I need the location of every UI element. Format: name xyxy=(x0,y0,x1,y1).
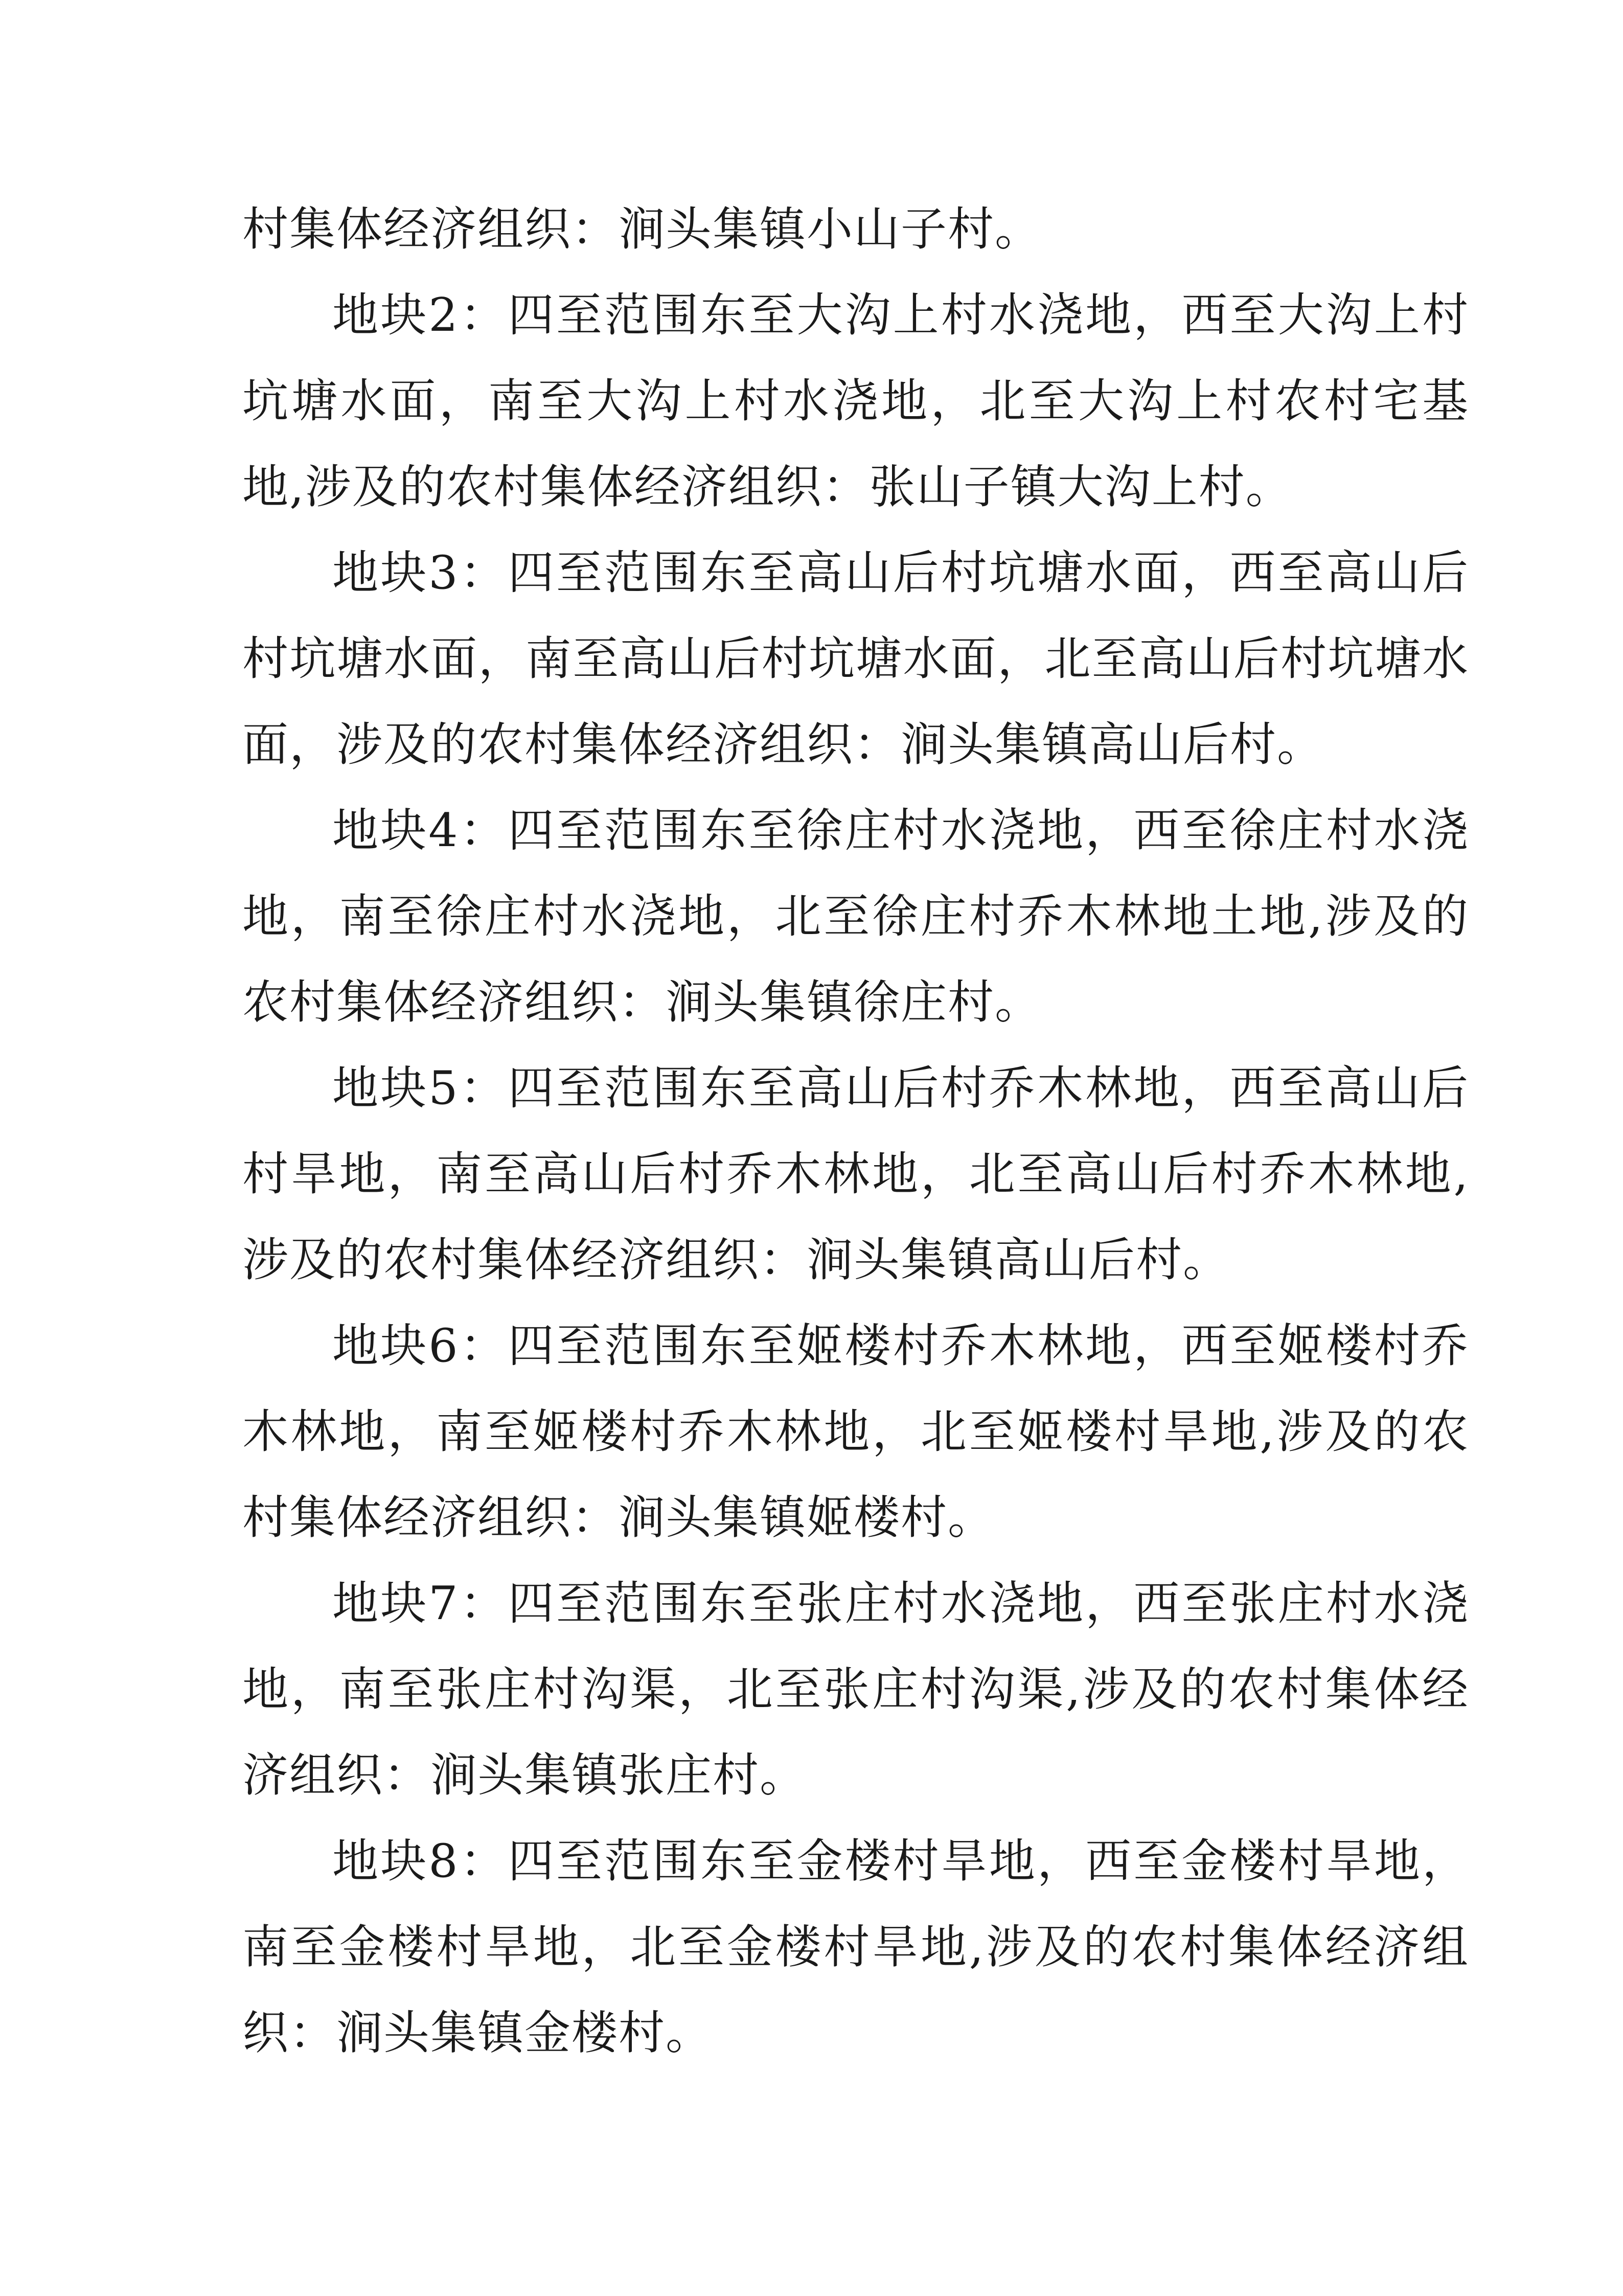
paragraph-parcel-8: 地块8：四至范围东至金楼村旱地，西至金楼村旱地，南至金楼村旱地，北至金楼村旱地,涉及的农村集体经济组织：涧头集镇金楼村。 xyxy=(242,1834,1469,2060)
document-body xyxy=(242,187,1469,2076)
paragraph-parcel-3: 地块3：四至范围东至高山后村坑塘水面，西至高山后村坑塘水面，南至高山后村坑塘水面，北至高山后村坑塘水面，涉及的农村集体经济组织：涧头集镇高山后村。 xyxy=(242,546,1469,771)
paragraph-parcel-6: 地块6：四至范围东至姬楼村乔木林地，西至姬楼村乔木林地，南至姬楼村乔木林地，北至姬楼村旱地,涉及的农村集体经济组织：涧头集镇姬楼村。 xyxy=(242,1319,1469,1544)
paragraph-parcel-2: 地块2：四至范围东至大沟上村水浇地，西至大沟上村坑塘水面，南至大沟上村水浇地，北至大沟上村农村宅基地,涉及的农村集体经济组织：张山子镇大沟上村。 xyxy=(242,288,1469,514)
paragraph-parcel-7: 地块7：四至范围东至张庄村水浇地，西至张庄村水浇地，南至张庄村沟渠，北至张庄村沟渠,涉及的农村集体经济组织：涧头集镇张庄村。 xyxy=(242,1577,1469,1802)
paragraph-parcel-5: 地块5：四至范围东至高山后村乔木林地，西至高山后村旱地，南至高山后村乔木林地，北至高山后村乔木林地,涉及的农村集体经济组织：涧头集镇高山后村。 xyxy=(242,1061,1469,1287)
paragraph-continuation: 村集体经济组织：涧头集镇小山子村。 xyxy=(242,202,1042,256)
paragraph-parcel-4: 地块4：四至范围东至徐庄村水浇地，西至徐庄村水浇地，南至徐庄村水浇地，北至徐庄村乔木林地土地,涉及的农村集体经济组织：涧头集镇徐庄村。 xyxy=(242,804,1469,1029)
